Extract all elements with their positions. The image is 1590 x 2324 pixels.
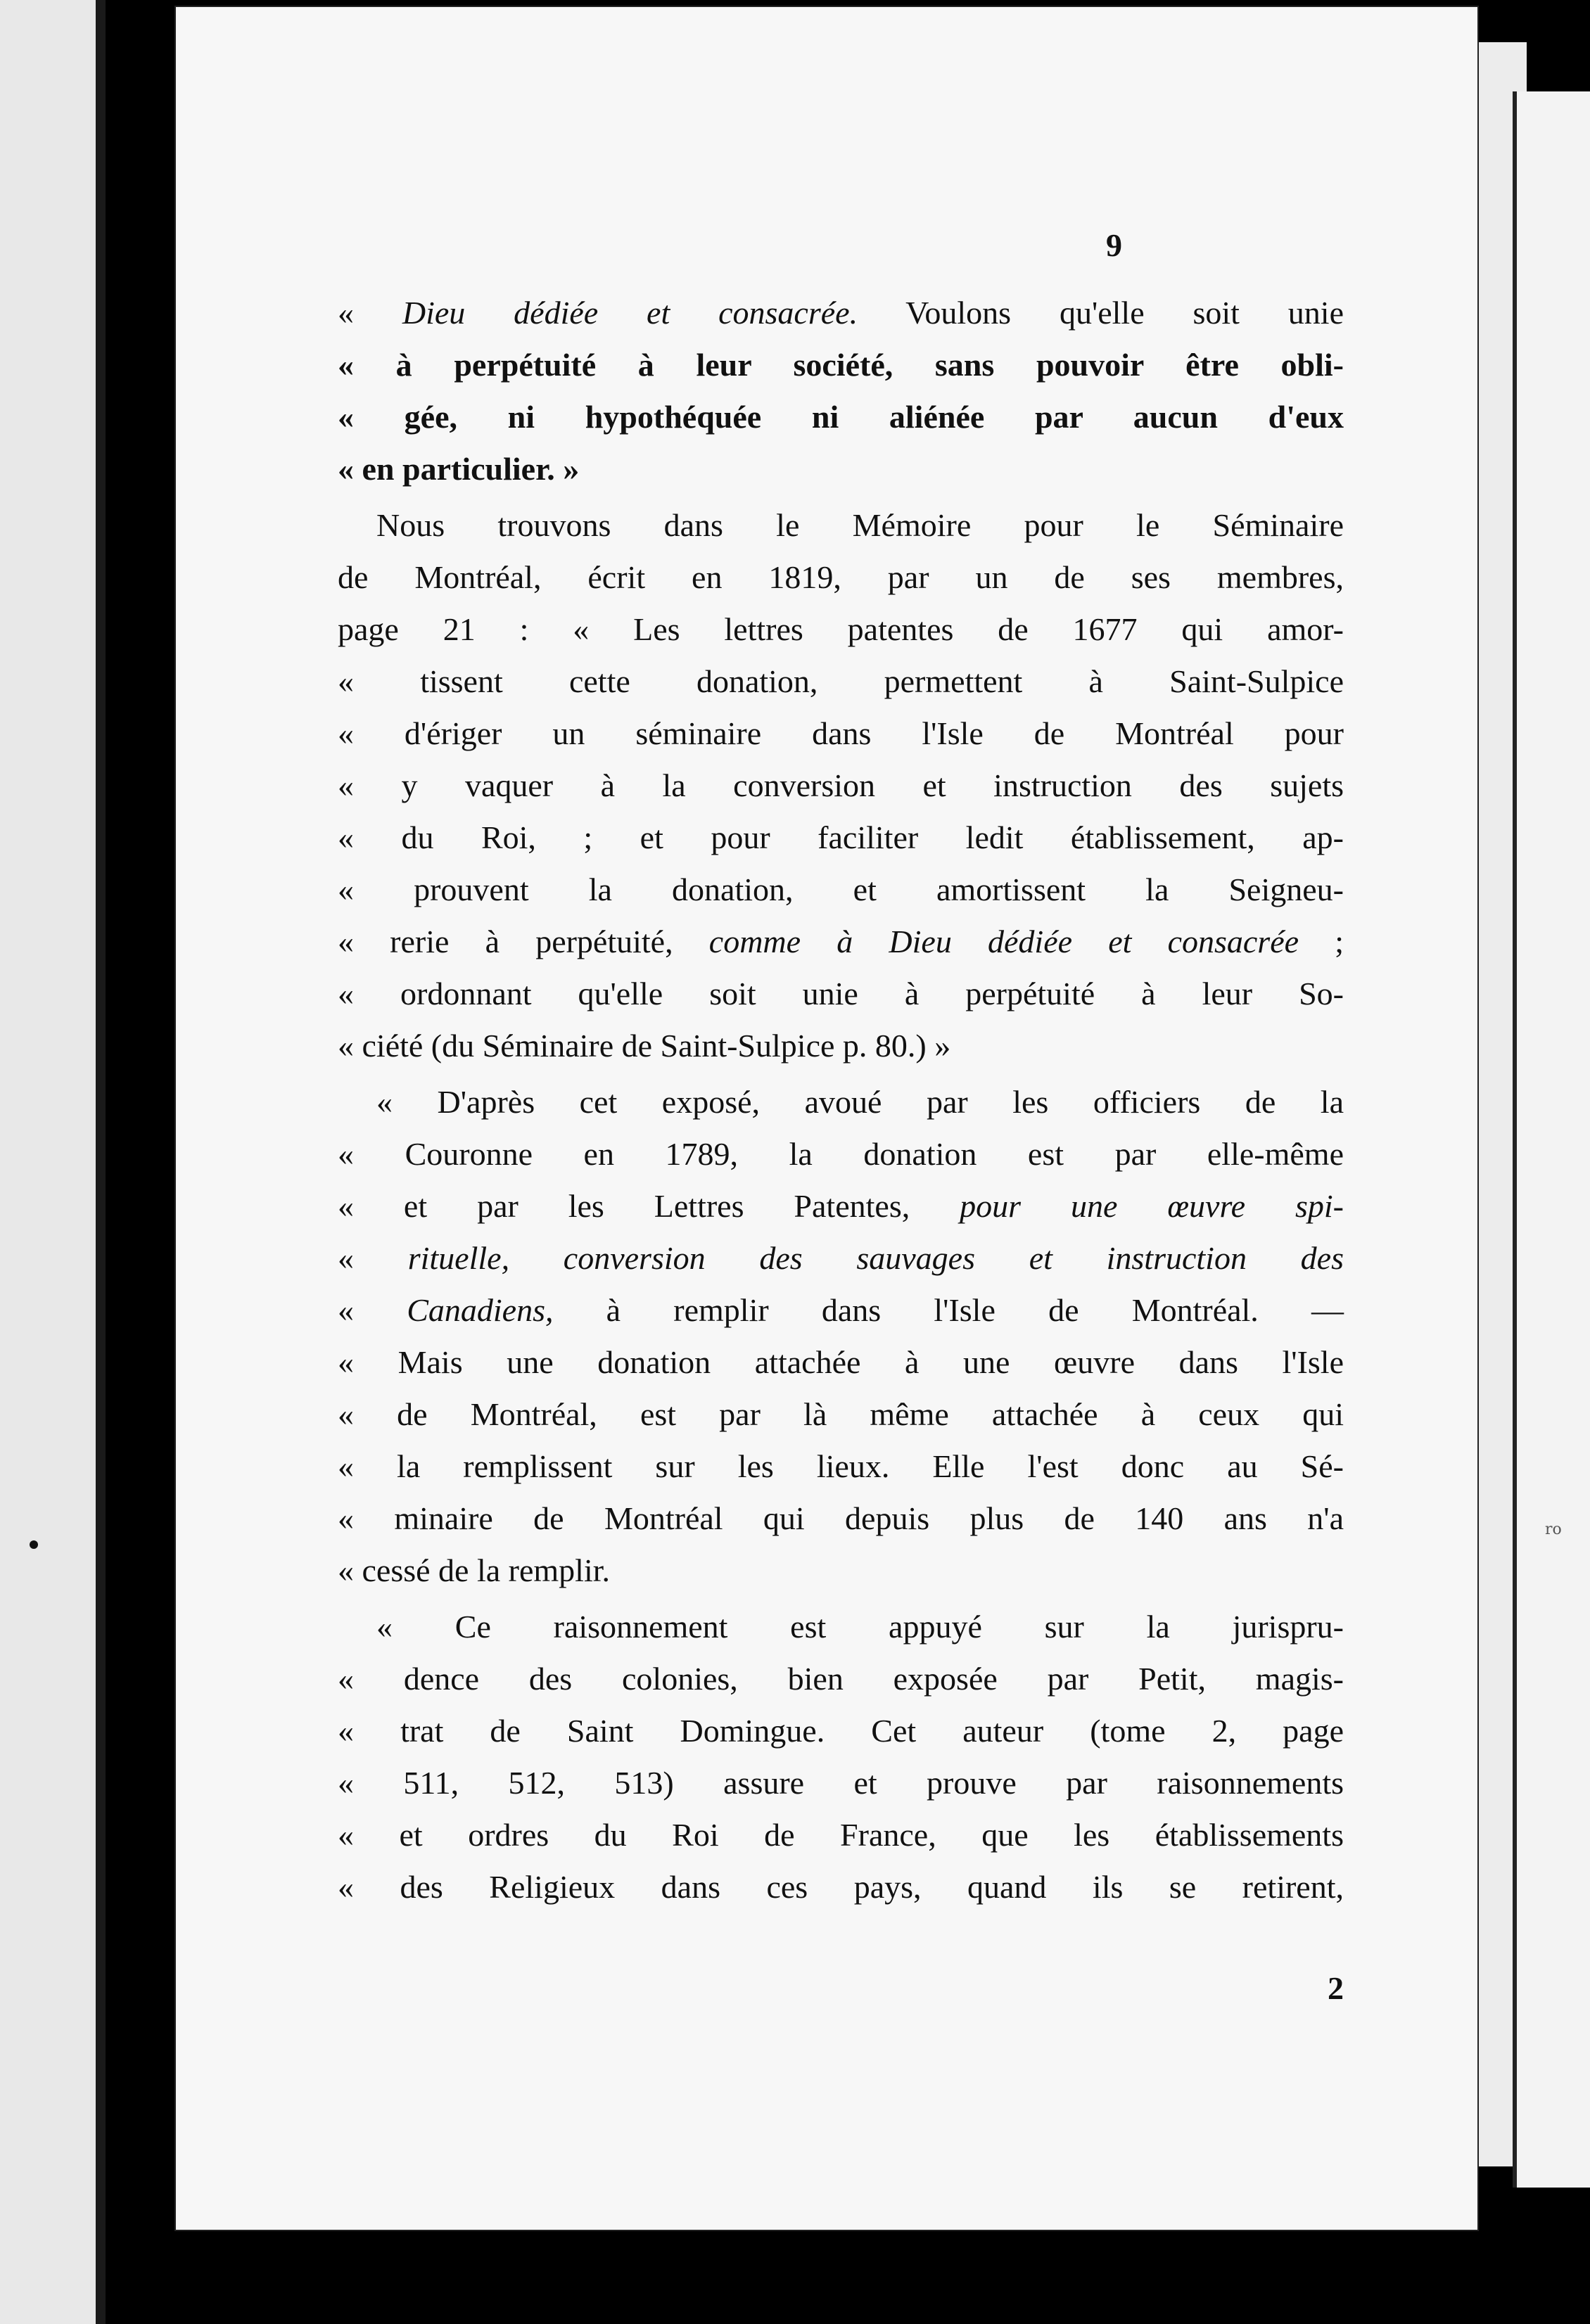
text-run: « Mais une donation attachée à une œuvre dans l'Isle [338, 1344, 1344, 1380]
text-run: « et par les Lettres Patentes, [338, 1188, 960, 1224]
book-page [176, 7, 1477, 2230]
text-run: « rerie à perpétuité, [338, 924, 709, 959]
text-run: « y vaquer à la conversion et instruction des sujets [338, 767, 1344, 803]
text-line [338, 1493, 1344, 1545]
next-page-stack [1513, 91, 1590, 2188]
text-run: « en particulier. » [338, 451, 580, 487]
text-line [338, 1128, 1344, 1180]
text-line [338, 604, 1344, 656]
text-run: « du Roi, ; et pour faciliter ledit établissement, ap- [338, 819, 1344, 855]
italic-text: comme à Dieu dédiée et consacrée [708, 924, 1299, 959]
text-run: « [338, 295, 402, 331]
text-run: « [338, 1292, 407, 1328]
text-run: « Couronne en 1789, la donation est par elle-même [338, 1136, 1344, 1172]
text-run: de Montréal, écrit en 1819, par un de ses membres, [338, 559, 1344, 595]
text-run: « 511, 512, 513) assure et prouve par raisonnements [338, 1765, 1344, 1801]
text-line [338, 1809, 1344, 1861]
italic-text: pour une œuvre spi- [960, 1188, 1344, 1224]
text-run: Voulons qu'elle soit unie [858, 295, 1344, 331]
text-line [338, 1441, 1344, 1493]
text-line [338, 760, 1344, 812]
text-line [338, 551, 1344, 604]
previous-page-edge [0, 0, 106, 2324]
italic-text: rituelle, conversion des sauvages et instruction des [407, 1240, 1344, 1276]
text-line [338, 1336, 1344, 1388]
text-line [338, 1757, 1344, 1809]
text-line [338, 1861, 1344, 1913]
text-run: ; [1299, 924, 1344, 959]
text-run: « d'ériger un séminaire dans l'Isle de Montréal pour [338, 715, 1344, 751]
text-line [338, 443, 1344, 495]
text-line [338, 1180, 1344, 1232]
text-run: « minaire de Montréal qui depuis plus de 140 ans n'a [338, 1500, 1344, 1536]
text-run: « des Religieux dans ces pays, quand ils se retirent, [338, 1869, 1344, 1905]
body-text [338, 287, 1344, 1913]
text-line [338, 968, 1344, 1020]
text-run: « gée, ni hypothéquée ni aliénée par aucun d'eux [338, 399, 1344, 435]
text-run: « de Montréal, est par là même attachée à ceux qui [338, 1396, 1344, 1432]
text-run: « et ordres du Roi de France, que les établissements [338, 1817, 1344, 1853]
text-run: à remplir dans l'Isle de Montréal. — [553, 1292, 1344, 1328]
text-line [338, 1545, 1344, 1597]
text-run: page 21 : « Les lettres patentes de 1677 qui amor- [338, 611, 1344, 647]
text-line [338, 1020, 1344, 1072]
text-line [338, 864, 1344, 916]
text-line [338, 1284, 1344, 1336]
text-run: « prouvent la donation, et amortissent la Seigneu- [338, 872, 1344, 907]
text-line [338, 1388, 1344, 1441]
text-run: « la remplissent sur les lieux. Elle l'est donc au Sé- [338, 1448, 1344, 1484]
page-number: 9 [1106, 227, 1122, 263]
text-run: « Ce raisonnement est appuyé sur la jurispru- [376, 1609, 1344, 1645]
text-run: « [338, 1240, 408, 1276]
signature-mark: 2 [1328, 1970, 1344, 2006]
italic-text: Dieu dédiée et consacrée. [402, 295, 858, 331]
text-line [338, 287, 1344, 339]
text-line [338, 499, 1344, 551]
text-line [338, 1653, 1344, 1705]
text-line [338, 1232, 1344, 1284]
text-run: « D'après cet exposé, avoué par les officiers de la [376, 1084, 1344, 1120]
text-line [338, 916, 1344, 968]
text-line [338, 1076, 1344, 1128]
text-line [338, 708, 1344, 760]
text-line [338, 1705, 1344, 1757]
text-run: Nous trouvons dans le Mémoire pour le Séminaire [376, 507, 1344, 543]
italic-text: Canadiens, [407, 1292, 554, 1328]
text-run: « à perpétuité à leur société, sans pouvoir être obli- [338, 347, 1344, 383]
text-run: « dence des colonies, bien exposée par Petit, magis- [338, 1661, 1344, 1697]
text-line [338, 656, 1344, 708]
margin-mark: ro [1545, 1521, 1562, 1538]
text-run: « trat de Saint Domingue. Cet auteur (tome 2, page [338, 1713, 1344, 1749]
text-run: « cessé de la remplir. [338, 1552, 611, 1588]
text-run: « ordonnant qu'elle soit unie à perpétuité à leur So- [338, 976, 1344, 1011]
text-line [338, 1601, 1344, 1653]
text-run: « ciété (du Séminaire de Saint-Sulpice p. 80.) » [338, 1028, 951, 1064]
text-line [338, 812, 1344, 864]
page-gutter [96, 0, 106, 2324]
ink-dot [30, 1540, 38, 1549]
text-line [338, 339, 1344, 391]
text-line [338, 391, 1344, 443]
text-run: « tissent cette donation, permettent à Saint-Sulpice [338, 663, 1344, 699]
